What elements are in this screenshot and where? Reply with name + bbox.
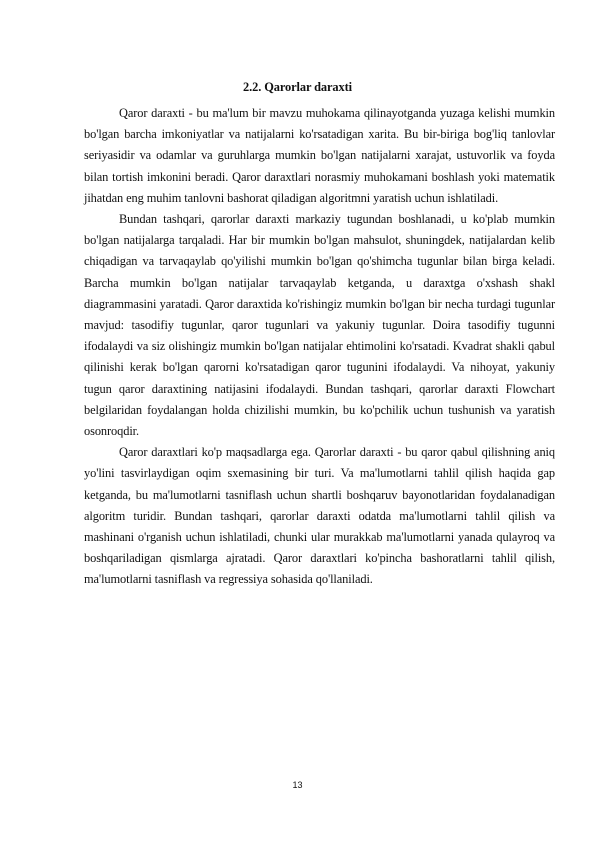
paragraph-2: Bundan tashqari, qarorlar daraxti markaziy tugundan boshlanadi, u ko'plab mumkin bo'lgan natijalarga tarqaladi. Har bir mumkin bo'lgan mahsulot, shuningdek, natijalardan kelib chiqadigan va tarvaqaylab qo'yilishi mumkin bo'lgan qo'shimcha tugunlar bilan birga keladi. Barcha mumkin bo'lgan natijalar tarvaqaylab ketganda, u daraxtga o'xshash shakl diagrammasini yaratadi. Qaror daraxtida ko'rishingiz mumkin bo'lgan bir necha turdagi tugunlar mavjud: tasodifiy tugunlar, qaror tugunlari va yakuniy tugunlar. Doira tasodifiy tugunni ifodalaydi va siz olishingiz mumkin bo'lgan natijalar ehtimolini ko'rsatadi. Kvadrat shakli qabul qilinishi kerak bo'lgan qarorni ko'rsatadigan qaror tugunini ifodalaydi. Va nihoyat, yakuniy tugun qaror daraxtining natijasini ifodalaydi. Bundan tashqari, qarorlar daraxti Flowchart belgilaridan foydalangan holda chizilishi mumkin, bu ko'pchilik uchun tushunish va yaratish osonroqdir. xyxy=(84,212,555,439)
section-title: 2.2. Qarorlar daraxti xyxy=(243,80,352,94)
paragraph-1: Qaror daraxti - bu ma'lum bir mavzu muhokama qilinayotganda yuzaga kelishi mumkin bo'lgan barcha imkoniyatlar va natijalarni ko'rsatadigan xarita. Bu bir-biriga bog'liq tanlovlar seriyasidir va odamlar va guruhlarga mumkin bo'lgan natijalarni xarajat, ustuvorlik va foyda bilan tortish imkonini beradi. Qaror daraxtlari norasmiy muhokamani boshlash yoki matematik jihatdan eng muhim tanlovni bashorat qiladigan algoritmni yaratish uchun ishlatiladi. xyxy=(84,106,555,205)
paragraph-3: Qaror daraxtlari ko'p maqsadlarga ega. Qarorlar daraxti - bu qaror qabul qilishning aniq yo'lini tasvirlaydigan oqim sxemasining bir turi. Va ma'lumotlarni tahlil qilish haqida gap ketganda, bu ma'lumotlarni tasniflash uchun shartli boshqaruv bayonotlaridan foydalanadigan algoritm turidir. Bundan tashqari, qarorlar daraxti odatda ma'lumotlarni tahlil qilish va mashinani o'rganish uchun ishlatiladi, chunki ular murakkab ma'lumotlarni yanada qulayroq va boshqariladigan qismlarga ajratadi. Qaror daraxtlari ko'pincha bashoratlarni tahlil qilish, ma'lumotlarni tasniflash va regressiya sohasida qo'llaniladi. xyxy=(84,445,555,587)
page-number: 13 xyxy=(292,780,303,790)
section-body xyxy=(84,103,555,591)
